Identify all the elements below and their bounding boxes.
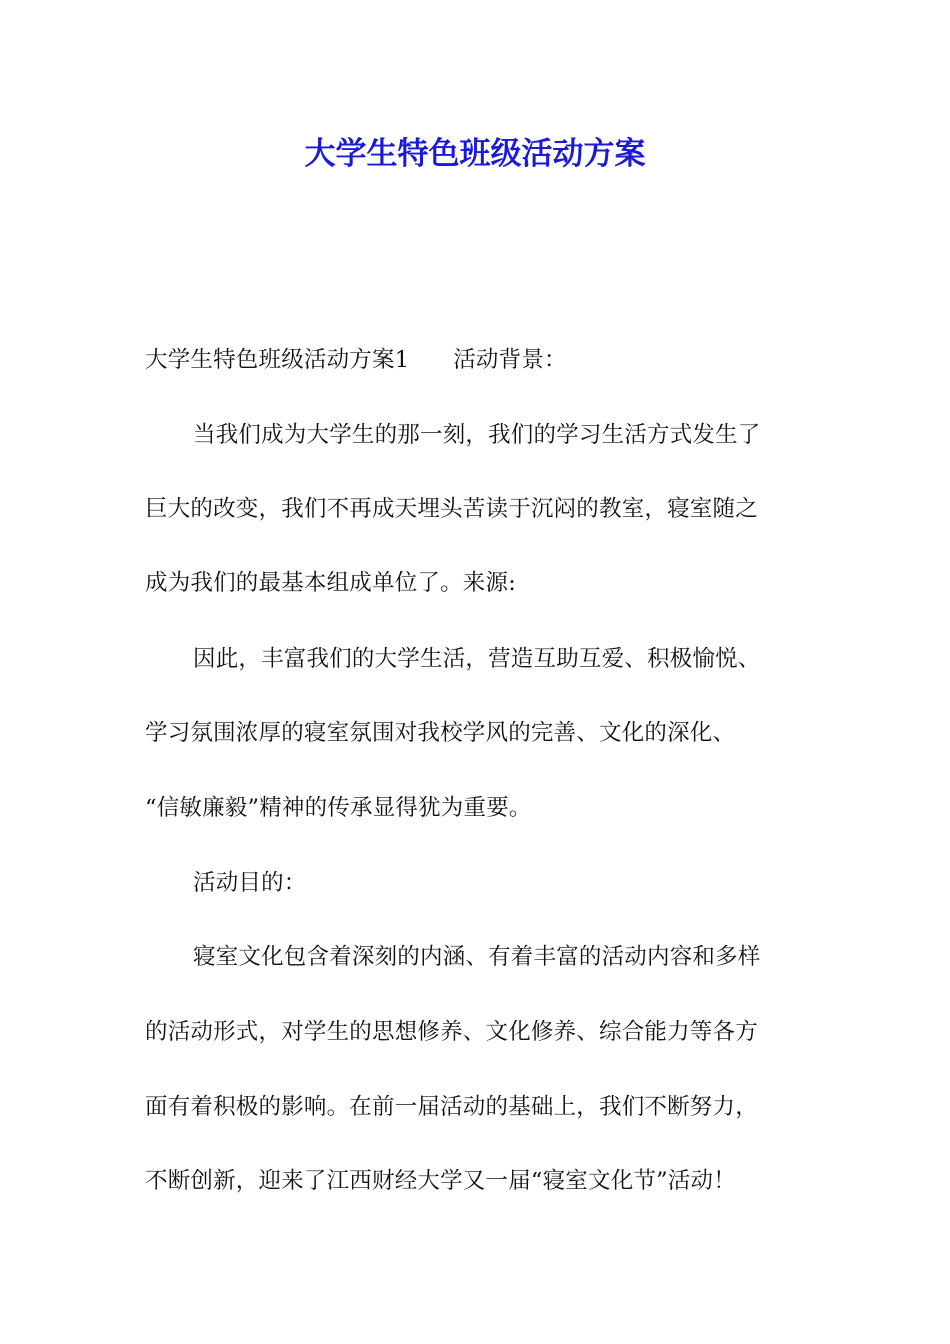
paragraph-line: 巨大的改变，我们不再成天埋头苦读于沉闷的教室，寝室随之 (145, 496, 758, 522)
paragraph-line: “信敏廉毅”精神的传承显得犹为重要。 (145, 795, 532, 821)
paragraph-line: 学习氛围浓厚的寝室氛围对我校学风的完善、文化的深化、 (145, 720, 736, 746)
subheading-background: 活动背景： (453, 347, 567, 373)
paragraph-line: 成为我们的最基本组成单位了。来源: (145, 570, 516, 596)
paragraph-line: 不断创新，迎来了江西财经大学又一届“寝室文化节”活动！ (145, 1168, 736, 1194)
paragraph-line: 因此，丰富我们的大学生活，营造互助互爱、积极愉悦、 (193, 646, 761, 672)
paragraph-line: 寝室文化包含着深刻的内涵、有着丰富的活动内容和多样 (193, 944, 761, 970)
paragraph-line: 当我们成为大学生的那一刻，我们的学习生活方式发生了 (193, 422, 761, 448)
paragraph-line: 面有着积极的影响。在前一届活动的基础上，我们不断努力， (145, 1094, 758, 1120)
paragraph-line: 的活动形式，对学生的思想修养、文化修养、综合能力等各方 (145, 1019, 758, 1045)
document-title: 大学生特色班级活动方案 (304, 136, 646, 172)
section-heading-line (145, 343, 567, 377)
subheading-purpose: 活动目的： (193, 870, 307, 896)
section-heading: 大学生特色班级活动方案1 (145, 347, 410, 373)
